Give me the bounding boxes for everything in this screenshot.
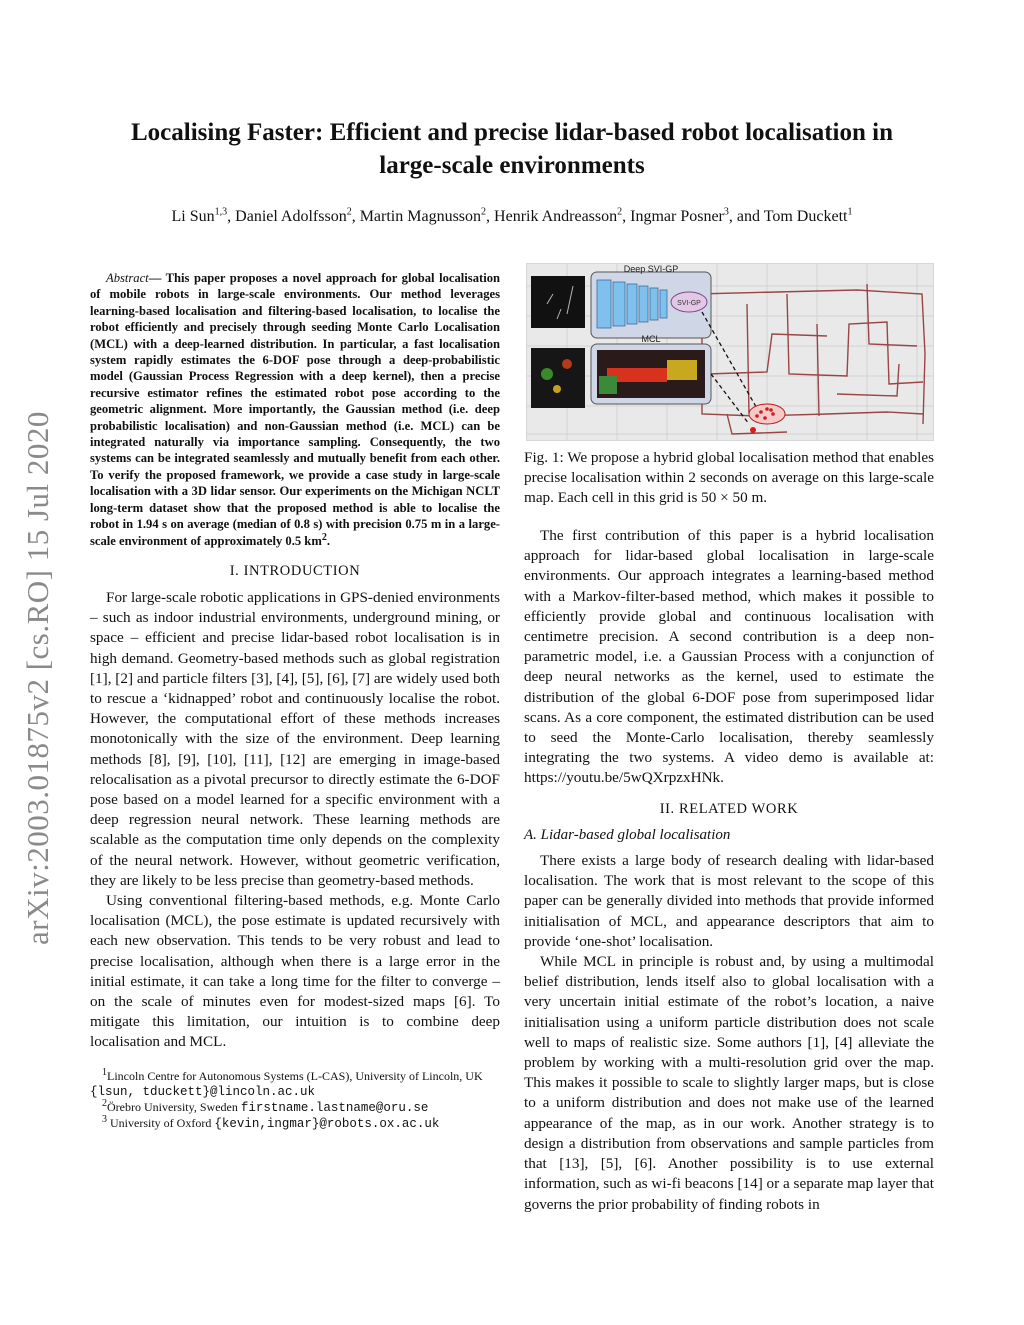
footnotes bbox=[90, 1066, 500, 1132]
paper-title bbox=[60, 116, 964, 182]
figure-1-graphic bbox=[527, 264, 933, 440]
title-line-2: large-scale environments bbox=[379, 152, 645, 179]
section-heading-related-work: II. RELATED WORK bbox=[659, 800, 799, 817]
paragraph: Using conventional filtering-based methods, e.g. Monte Carlo localisation (MCL), the pose estimate is updated recursively with each new observation. This tends to be very robust and lead to precise localisation, although when there is a large error in the initial estimate, it can take a long time for the filter to converge – on the scale of minutes even for modest-sized maps [6]. To mitigate this limitation, our intuition is to combine deep localisation and MCL. bbox=[90, 891, 500, 1051]
title-line-1: Localising Faster: Efficient and precise lidar-based robot localisation in bbox=[130, 119, 894, 146]
lidar-thumbnail-2 bbox=[531, 348, 585, 408]
footnote-1: $^1$Lincoln Centre for Autonomous Systems (L-CAS), University of Lincoln, UK {lsun, tduckett}@lincoln.ac.uk bbox=[90, 1066, 483, 1099]
right-column bbox=[524, 526, 934, 1215]
paragraph: There exists a large body of research dealing with lidar-based localisation. The work that is most relevant to the scope of this paper can be generally divided into methods that provide informed initialisation of MCL, and appearance descriptors that aim to provide ‘one-shot’ localisation. bbox=[524, 852, 934, 950]
abstract: Abstract— This paper proposes a novel approach for global localisation of mobile robots in large-scale environments. Our method leverages learning-based localisation and filtering-based localisation, to localise the robot efficiently and precisely through seeding Monte Carlo Localisation (MCL) with a deep-learned distribution. In particular, a fast localisation system rapidly estimates the 6-DOF pose through a deep-probabilistic model (Gaussian Process Regression with a deep kernel), then a precise recursive estimator refines the estimated robot pose according to the geometric alignment. More importantly, the Gaussian method (i.e. deep probabilistic localisation) and non-Gaussian method (i.e. MCL) can be integrated naturally via importance sampling. Consequently, the two systems can be integrated seamlessly and mutually benefit from each other. To verify the proposed framework, we provide a case study in large-scale localisation with a 3D lidar sensor. Our experiments on the Michigan NCLT long-term dataset show that the proposed method is able to localise the robot in 1.94 s on average (median of 0.8 s) with precision 0.75 m in a large-scale environment of approximately 0.5 $km^2$. bbox=[90, 271, 500, 548]
section-heading-introduction: I. INTRODUCTION bbox=[229, 562, 361, 579]
lidar-thumbnail-1 bbox=[531, 276, 585, 328]
paragraph: While MCL in principle is robust and, by using a multimodal belief distribution, lends itself also to global localisation with a very uncertain initial estimate of the robot’s location, a naive initialisation using a uniform particle distribution does not scale well to maps of realistic size. Some authors [1], [4] alleviate the problem by working with a multi-resolution grid over the map. This makes it possible to scale to slightly larger maps, but is close to a uniform distribution and does not make use of the learned appearance of the map, as in our work. Another strategy is to design a distribution from observations and sample particles from that [13], [5], [6]. Another possibility is to use external information, such as wi-fi beacons [14] or a separate map layer that governs the prior probability of finding robots in bbox=[524, 953, 934, 1213]
author: Li Sun$^{1,3}$, bbox=[171, 206, 236, 225]
footnote-2: $^2$Örebro University, Sweden firstname.lastname@oru.se bbox=[102, 1097, 429, 1115]
paragraph: The first contribution of this paper is a hybrid localisation approach for lidar-based global localisation in large-scale environments. Our approach integrates a learning-based method with a Markov-filter-based method, which makes it possible to efficiently provide global and continuous localisation with centimetre precision. A second contribution is a deep non-parametric model, i.e. a Gaussian Process with a conjunction of deep neural networks as the kernel, used to estimate the distribution of the global 6-DOF pose from superimposed lidar scans. As a core component, the estimated distribution can be used to seed the Monte-Carlo localisation, thereby seamlessly integrating the two systems. A video demo is available at: https://youtu.be/5wQXrpzxHNk. bbox=[524, 527, 934, 787]
arxiv-stamp: arXiv:2003.01875v2 [cs.RO] 15 Jul 2020 bbox=[20, 411, 55, 945]
abstract-label: Abstract bbox=[106, 271, 149, 285]
robot-position-marker bbox=[750, 427, 756, 433]
author-list bbox=[60, 208, 964, 226]
author: Daniel Adolfsson$^2$, bbox=[235, 206, 360, 225]
mcl-panel-label: MCL bbox=[641, 334, 661, 344]
author: Ingmar Posner$^3$, and bbox=[630, 206, 764, 225]
left-column bbox=[90, 270, 500, 1132]
author: Tom Duckett$^1$ bbox=[763, 206, 853, 225]
figure-1-caption: Fig. 1: We propose a hybrid global localisation method that enables precise localisation within 2 seconds on average on this large-scale map. Each cell in this grid is 50 × 50 m. bbox=[524, 449, 934, 507]
figure-1 bbox=[526, 263, 934, 441]
author: Martin Magnusson$^2$, bbox=[359, 206, 495, 225]
pose-distribution bbox=[749, 404, 785, 424]
abstract-text: — This paper proposes a novel approach for global localisation of mobile robots in large-scale environments. Our method leverages learning-based localisation and filtering-based localisation, to localise the robot efficiently and precisely through seeding Monte Carlo Localisation (MCL) with a deep-learned distribution. In particular, a fast localisation system rapidly estimates the 6-DOF pose through a deep-probabilistic model (Gaussian Process Regression with a deep kernel), then a precise recursive estimator refines the estimated robot pose according to the geometric alignment. More importantly, the Gaussian method (i.e. deep probabilistic localisation) and non-Gaussian method (i.e. MCL) can be integrated naturally via importance sampling. Consequently, the two systems can be integrated seamlessly and mutually benefit from each other. To verify the proposed framework, we provide a case study in large-scale localisation with a 3D lidar sensor. Our experiments on the Michigan NCLT long-term dataset show that the proposed method is able to localise the robot in 1.94 s on average (median of 0.8 s) with precision 0.75 m in a large-scale environment of approximately 0.5 km bbox=[90, 271, 500, 548]
svigp-node-label: SVI-GP bbox=[677, 300, 701, 307]
author: Henrik Andreasson$^2$, bbox=[494, 206, 631, 225]
map-trajectories bbox=[697, 284, 925, 434]
paragraph: For large-scale robotic applications in GPS-denied environments – such as indoor industrial environments, underground mining, or space – efficient and precise lidar-based robot localisation is in high demand. Geometry-based methods such as global registration [1], [2] and particle filters [3], [4], [5], [6], [7] are widely used both to rescue a ‘kidnapped’ robot and continuously localise the robot. However, the computational effort of these methods increases monotonically with the size of the environment. Deep learning methods [8], [9], [10], [11], [12] are emerging in image-based relocalisation as a pivotal precursor to directly estimate the 6-DOF pose based on a model learned for a specific environment with a deep regression neural network. These learning methods are scalable as the computation time only depends on the complexity of the neural network. However, without geometric verification, they are likely to be less precise than geometry-based methods. bbox=[90, 588, 500, 889]
subsection-heading: A. Lidar-based global localisation bbox=[524, 826, 731, 843]
intro-body bbox=[90, 588, 500, 1053]
svigp-panel-label: Deep SVI-GP bbox=[623, 264, 679, 274]
footnote-3: $^3$ University of Oxford {kevin,ingmar}@robots.ox.ac.uk bbox=[102, 1113, 440, 1131]
